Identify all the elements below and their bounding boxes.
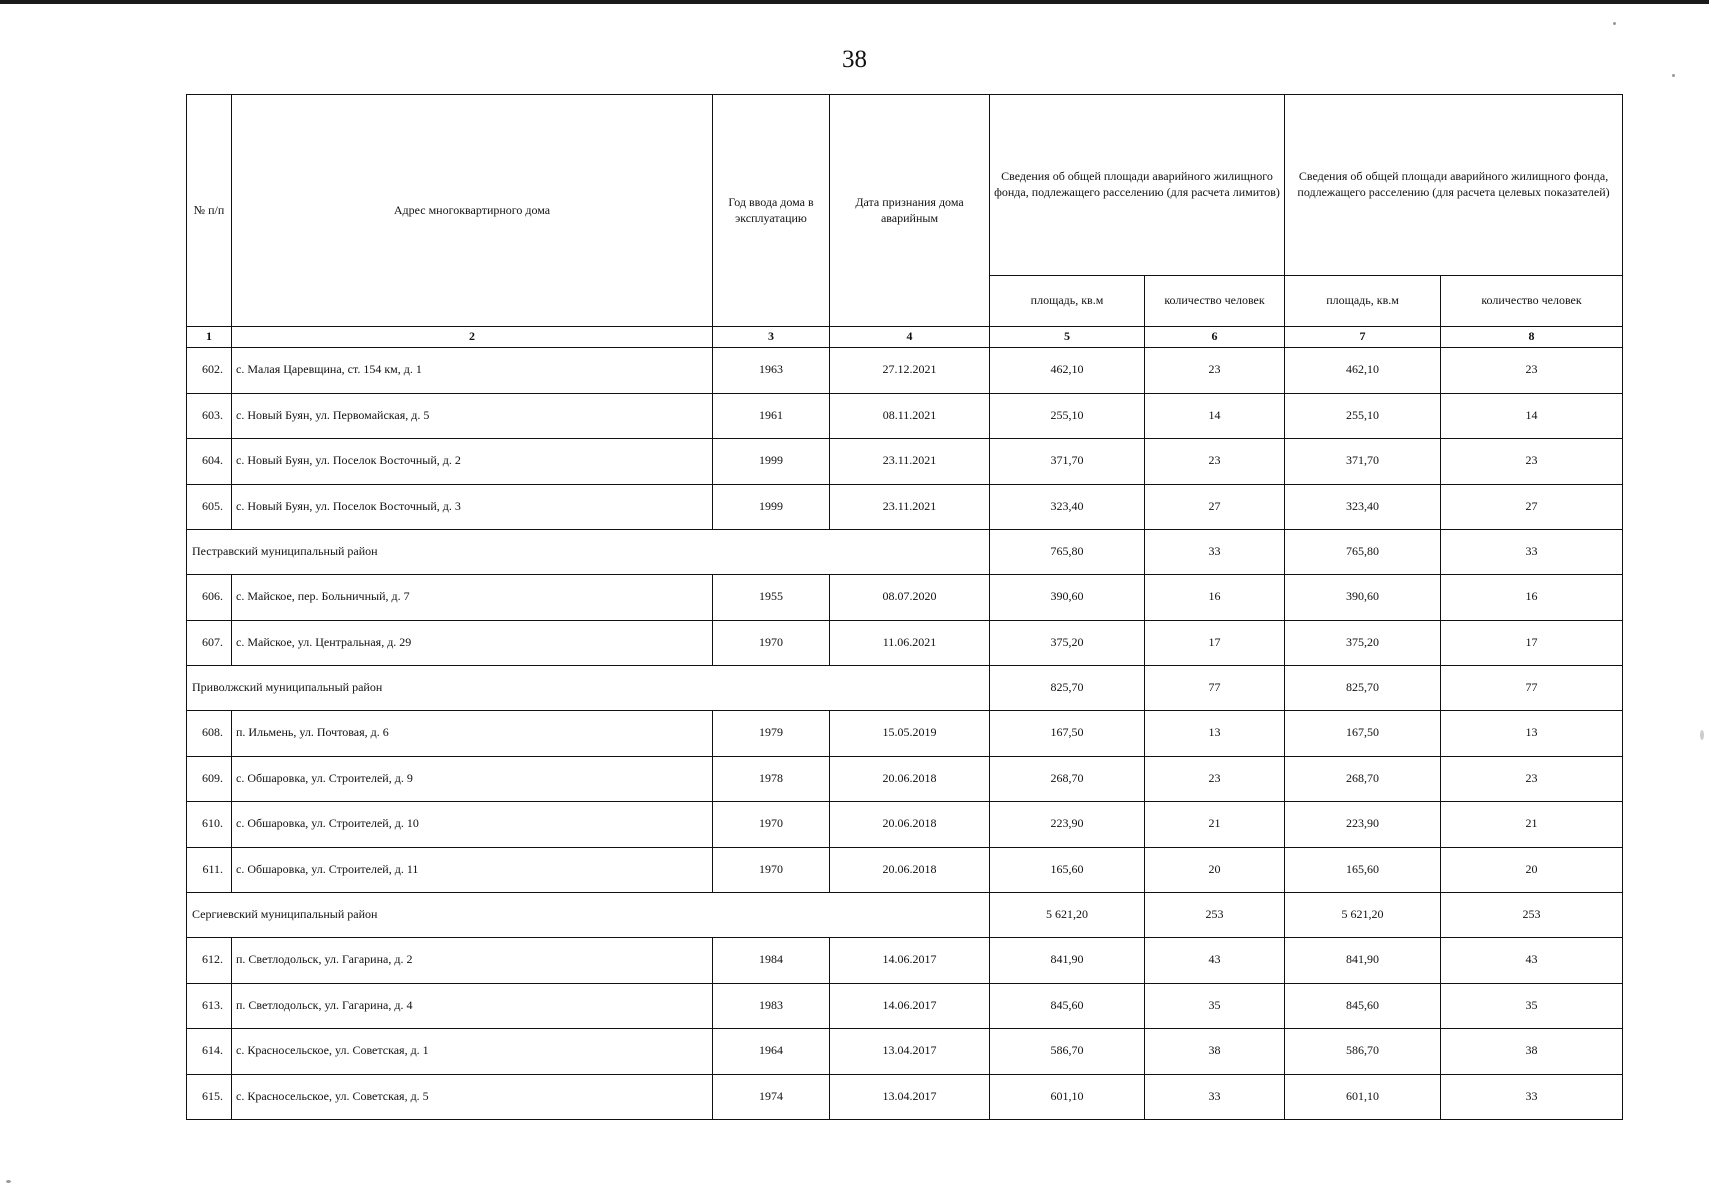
- row-people-targets: 38: [1441, 1029, 1623, 1075]
- row-number: 613.: [187, 983, 232, 1029]
- row-area-targets: 390,60: [1285, 575, 1441, 621]
- row-people-limits: 38: [1145, 1029, 1285, 1075]
- row-area-limits: 375,20: [990, 620, 1145, 666]
- row-date: 23.11.2021: [830, 439, 990, 485]
- row-people-targets: 43: [1441, 938, 1623, 984]
- row-area-targets: 5 621,20: [1285, 893, 1441, 938]
- row-people-targets: 23: [1441, 439, 1623, 485]
- row-people-targets: 33: [1441, 530, 1623, 575]
- header-people-targets: количество человек: [1441, 276, 1623, 327]
- table-row: [187, 1029, 1623, 1075]
- row-people-limits: 20: [1145, 847, 1285, 893]
- table-row: [187, 439, 1623, 485]
- row-address: с. Красносельское, ул. Советская, д. 5: [232, 1074, 713, 1120]
- row-date: 08.11.2021: [830, 393, 990, 439]
- table-body: [187, 348, 1623, 1120]
- row-area-targets: 223,90: [1285, 802, 1441, 848]
- row-address: с. Обшаровка, ул. Строителей, д. 10: [232, 802, 713, 848]
- header-group-limits: Сведения об общей площади аварийного жилищного фонда, подлежащего расселению (для расчета лимитов): [990, 95, 1285, 276]
- table-row: [187, 1074, 1623, 1120]
- row-year: 1983: [713, 983, 830, 1029]
- row-date: 14.06.2017: [830, 938, 990, 984]
- row-area-targets: 601,10: [1285, 1074, 1441, 1120]
- column-number: 4: [830, 327, 990, 348]
- row-area-targets: 371,70: [1285, 439, 1441, 485]
- row-number: 602.: [187, 348, 232, 394]
- table-row: [187, 802, 1623, 848]
- table-row: [187, 983, 1623, 1029]
- row-year: 1974: [713, 1074, 830, 1120]
- row-date: 11.06.2021: [830, 620, 990, 666]
- table-row: [187, 348, 1623, 394]
- column-number: 3: [713, 327, 830, 348]
- page-number: 38: [842, 46, 867, 73]
- row-area-targets: 841,90: [1285, 938, 1441, 984]
- row-area-limits: 268,70: [990, 756, 1145, 802]
- row-area-targets: 375,20: [1285, 620, 1441, 666]
- row-address: с. Красносельское, ул. Советская, д. 1: [232, 1029, 713, 1075]
- row-year: 1970: [713, 802, 830, 848]
- row-area-limits: 390,60: [990, 575, 1145, 621]
- column-number: 8: [1441, 327, 1623, 348]
- row-people-limits: 35: [1145, 983, 1285, 1029]
- row-number: 611.: [187, 847, 232, 893]
- row-address: с. Обшаровка, ул. Строителей, д. 9: [232, 756, 713, 802]
- header-num: № п/п: [187, 95, 232, 327]
- row-date: 13.04.2017: [830, 1029, 990, 1075]
- row-people-targets: 77: [1441, 666, 1623, 711]
- district-subtotal-row: [187, 893, 1623, 938]
- row-people-targets: 33: [1441, 1074, 1623, 1120]
- row-people-limits: 14: [1145, 393, 1285, 439]
- row-number: 608.: [187, 711, 232, 757]
- column-number-row: [187, 327, 1623, 348]
- row-address: с. Новый Буян, ул. Поселок Восточный, д. 3: [232, 484, 713, 530]
- scan-speck: [6, 1180, 11, 1183]
- row-people-limits: 27: [1145, 484, 1285, 530]
- row-people-targets: 13: [1441, 711, 1623, 757]
- row-date: 15.05.2019: [830, 711, 990, 757]
- row-area-limits: 371,70: [990, 439, 1145, 485]
- header-address: Адрес многоквартирного дома: [232, 95, 713, 327]
- row-number: 614.: [187, 1029, 232, 1075]
- table-row: [187, 620, 1623, 666]
- table-row: [187, 711, 1623, 757]
- row-year: 1979: [713, 711, 830, 757]
- row-people-targets: 23: [1441, 756, 1623, 802]
- row-people-targets: 14: [1441, 393, 1623, 439]
- table-row: [187, 847, 1623, 893]
- header-area-targets: площадь, кв.м: [1285, 276, 1441, 327]
- table-row: [187, 575, 1623, 621]
- row-year: 1978: [713, 756, 830, 802]
- row-area-targets: 167,50: [1285, 711, 1441, 757]
- row-year: 1963: [713, 348, 830, 394]
- row-address: п. Светлодольск, ул. Гагарина, д. 2: [232, 938, 713, 984]
- row-area-targets: 255,10: [1285, 393, 1441, 439]
- row-area-limits: 765,80: [990, 530, 1145, 575]
- column-number: 2: [232, 327, 713, 348]
- row-year: 1999: [713, 439, 830, 485]
- row-people-limits: 33: [1145, 530, 1285, 575]
- row-people-limits: 23: [1145, 756, 1285, 802]
- row-people-limits: 23: [1145, 439, 1285, 485]
- district-name: Пестравский муниципальный район: [187, 530, 990, 575]
- header-date: Дата признания дома аварийным: [830, 95, 990, 327]
- row-people-limits: 43: [1145, 938, 1285, 984]
- row-year: 1970: [713, 847, 830, 893]
- row-address: п. Ильмень, ул. Почтовая, д. 6: [232, 711, 713, 757]
- table-row: [187, 938, 1623, 984]
- row-area-limits: 255,10: [990, 393, 1145, 439]
- row-address: с. Майское, пер. Больничный, д. 7: [232, 575, 713, 621]
- row-area-limits: 825,70: [990, 666, 1145, 711]
- row-area-limits: 841,90: [990, 938, 1145, 984]
- column-number: 1: [187, 327, 232, 348]
- row-year: 1970: [713, 620, 830, 666]
- row-area-targets: 323,40: [1285, 484, 1441, 530]
- row-number: 607.: [187, 620, 232, 666]
- row-address: с. Обшаровка, ул. Строителей, д. 11: [232, 847, 713, 893]
- row-date: 27.12.2021: [830, 348, 990, 394]
- row-year: 1999: [713, 484, 830, 530]
- row-address: с. Майское, ул. Центральная, д. 29: [232, 620, 713, 666]
- row-area-targets: 845,60: [1285, 983, 1441, 1029]
- row-people-limits: 16: [1145, 575, 1285, 621]
- row-date: 20.06.2018: [830, 847, 990, 893]
- row-people-limits: 21: [1145, 802, 1285, 848]
- row-area-limits: 586,70: [990, 1029, 1145, 1075]
- row-area-limits: 845,60: [990, 983, 1145, 1029]
- row-year: 1964: [713, 1029, 830, 1075]
- row-people-limits: 13: [1145, 711, 1285, 757]
- table-header: [187, 95, 1623, 348]
- column-number: 5: [990, 327, 1145, 348]
- row-area-limits: 323,40: [990, 484, 1145, 530]
- header-people-limits: количество человек: [1145, 276, 1285, 327]
- row-number: 609.: [187, 756, 232, 802]
- row-area-limits: 462,10: [990, 348, 1145, 394]
- row-year: 1984: [713, 938, 830, 984]
- row-year: 1955: [713, 575, 830, 621]
- row-people-targets: 16: [1441, 575, 1623, 621]
- row-area-targets: 165,60: [1285, 847, 1441, 893]
- row-people-targets: 21: [1441, 802, 1623, 848]
- column-number: 6: [1145, 327, 1285, 348]
- resettlement-table: [186, 94, 1623, 1120]
- scan-speck: [1613, 22, 1616, 25]
- row-date: 13.04.2017: [830, 1074, 990, 1120]
- header-area-limits: площадь, кв.м: [990, 276, 1145, 327]
- district-name: Приволжский муниципальный район: [187, 666, 990, 711]
- row-number: 615.: [187, 1074, 232, 1120]
- district-name: Сергиевский муниципальный район: [187, 893, 990, 938]
- district-subtotal-row: [187, 666, 1623, 711]
- row-area-limits: 223,90: [990, 802, 1145, 848]
- row-people-targets: 17: [1441, 620, 1623, 666]
- row-number: 603.: [187, 393, 232, 439]
- row-area-limits: 5 621,20: [990, 893, 1145, 938]
- row-address: п. Светлодольск, ул. Гагарина, д. 4: [232, 983, 713, 1029]
- row-number: 612.: [187, 938, 232, 984]
- row-number: 604.: [187, 439, 232, 485]
- scan-speck: [1700, 730, 1704, 740]
- row-people-targets: 253: [1441, 893, 1623, 938]
- row-area-targets: 825,70: [1285, 666, 1441, 711]
- row-number: 606.: [187, 575, 232, 621]
- row-number: 610.: [187, 802, 232, 848]
- row-address: с. Новый Буян, ул. Первомайская, д. 5: [232, 393, 713, 439]
- row-people-limits: 17: [1145, 620, 1285, 666]
- row-people-targets: 23: [1441, 348, 1623, 394]
- row-area-limits: 167,50: [990, 711, 1145, 757]
- header-year: Год ввода дома в эксплуатацию: [713, 95, 830, 327]
- row-people-limits: 23: [1145, 348, 1285, 394]
- row-people-limits: 253: [1145, 893, 1285, 938]
- row-number: 605.: [187, 484, 232, 530]
- row-area-limits: 601,10: [990, 1074, 1145, 1120]
- row-date: 14.06.2017: [830, 983, 990, 1029]
- page-top-rule: [0, 0, 1709, 4]
- row-area-targets: 765,80: [1285, 530, 1441, 575]
- row-area-limits: 165,60: [990, 847, 1145, 893]
- table-row: [187, 484, 1623, 530]
- header-group-targets: Сведения об общей площади аварийного жилищного фонда, подлежащего расселению (для расчета целевых показателей): [1285, 95, 1623, 276]
- district-subtotal-row: [187, 530, 1623, 575]
- row-people-limits: 33: [1145, 1074, 1285, 1120]
- row-people-targets: 20: [1441, 847, 1623, 893]
- column-number: 7: [1285, 327, 1441, 348]
- row-area-targets: 268,70: [1285, 756, 1441, 802]
- table-row: [187, 756, 1623, 802]
- row-address: с. Малая Царевщина, ст. 154 км, д. 1: [232, 348, 713, 394]
- row-date: 20.06.2018: [830, 802, 990, 848]
- table-row: [187, 393, 1623, 439]
- row-address: с. Новый Буян, ул. Поселок Восточный, д. 2: [232, 439, 713, 485]
- row-date: 23.11.2021: [830, 484, 990, 530]
- row-date: 08.07.2020: [830, 575, 990, 621]
- row-people-targets: 27: [1441, 484, 1623, 530]
- row-area-targets: 586,70: [1285, 1029, 1441, 1075]
- scan-speck: [1672, 74, 1675, 77]
- row-people-limits: 77: [1145, 666, 1285, 711]
- row-area-targets: 462,10: [1285, 348, 1441, 394]
- row-year: 1961: [713, 393, 830, 439]
- row-date: 20.06.2018: [830, 756, 990, 802]
- row-people-targets: 35: [1441, 983, 1623, 1029]
